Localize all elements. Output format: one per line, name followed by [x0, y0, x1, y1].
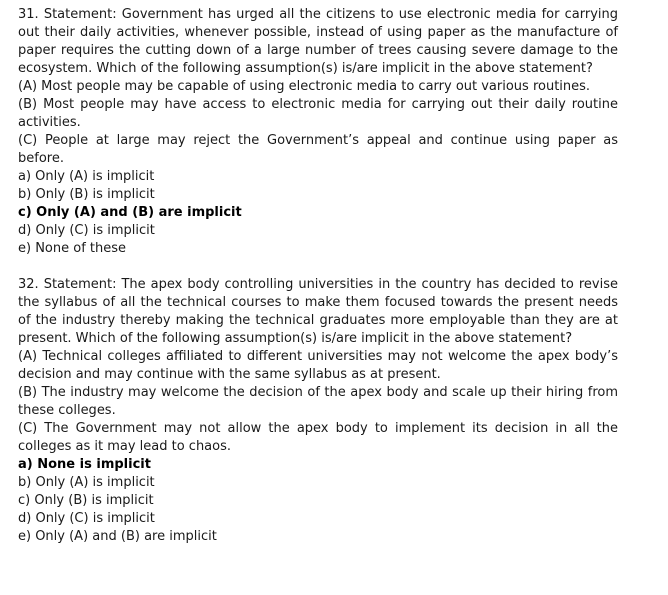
assumption-b: (B) Most people may have access to electronic media for carrying out their daily routine activities. [18, 97, 618, 130]
question-statement: 31. Statement: Government has urged all the citizens to use electronic media for carrying out their daily activities, whenever possible, instead of using paper as the manufacture of paper requires the cutting down of a large number of trees causing severe damage to the ecosystem. Which of the following assumption(s) is/are implicit in the above statement? [18, 7, 618, 76]
answer-option-d: d) Only (C) is implicit [18, 223, 155, 238]
assumption-c: (C) The Government may not allow the apex body to implement its decision in all the colleges as it may lead to chaos. [18, 421, 618, 454]
answer-option-a-correct: a) None is implicit [18, 457, 151, 472]
assumption-b: (B) The industry may welcome the decision of the apex body and scale up their hiring from these colleges. [18, 385, 618, 418]
question-32 [18, 276, 618, 546]
answer-option-c: c) Only (B) is implicit [18, 493, 154, 508]
answer-option-a: a) Only (A) is implicit [18, 169, 155, 184]
answer-option-e: e) Only (A) and (B) are implicit [18, 529, 217, 544]
question-31 [18, 6, 618, 258]
question-statement: 32. Statement: The apex body controlling universities in the country has decided to revise the syllabus of all the technical courses to make them focused towards the present needs of the industry thereby making the technical graduates more employable than they are at present. Which of the following assumption(s) is/are implicit in the above statement? [18, 277, 618, 346]
answer-option-d: d) Only (C) is implicit [18, 511, 155, 526]
document-page [18, 6, 618, 546]
assumption-a: (A) Most people may be capable of using electronic media to carry out various routines. [18, 79, 591, 94]
answer-option-e: e) None of these [18, 241, 127, 256]
answer-option-c-correct: c) Only (A) and (B) are implicit [18, 205, 242, 220]
answer-option-b: b) Only (B) is implicit [18, 187, 155, 202]
answer-option-b: b) Only (A) is implicit [18, 475, 155, 490]
assumption-c: (C) People at large may reject the Government’s appeal and continue using paper as before. [18, 133, 618, 166]
assumption-a: (A) Technical colleges affiliated to different universities may not welcome the apex body’s decision and may continue with the same syllabus as at present. [18, 349, 618, 382]
question-spacer [18, 258, 618, 276]
